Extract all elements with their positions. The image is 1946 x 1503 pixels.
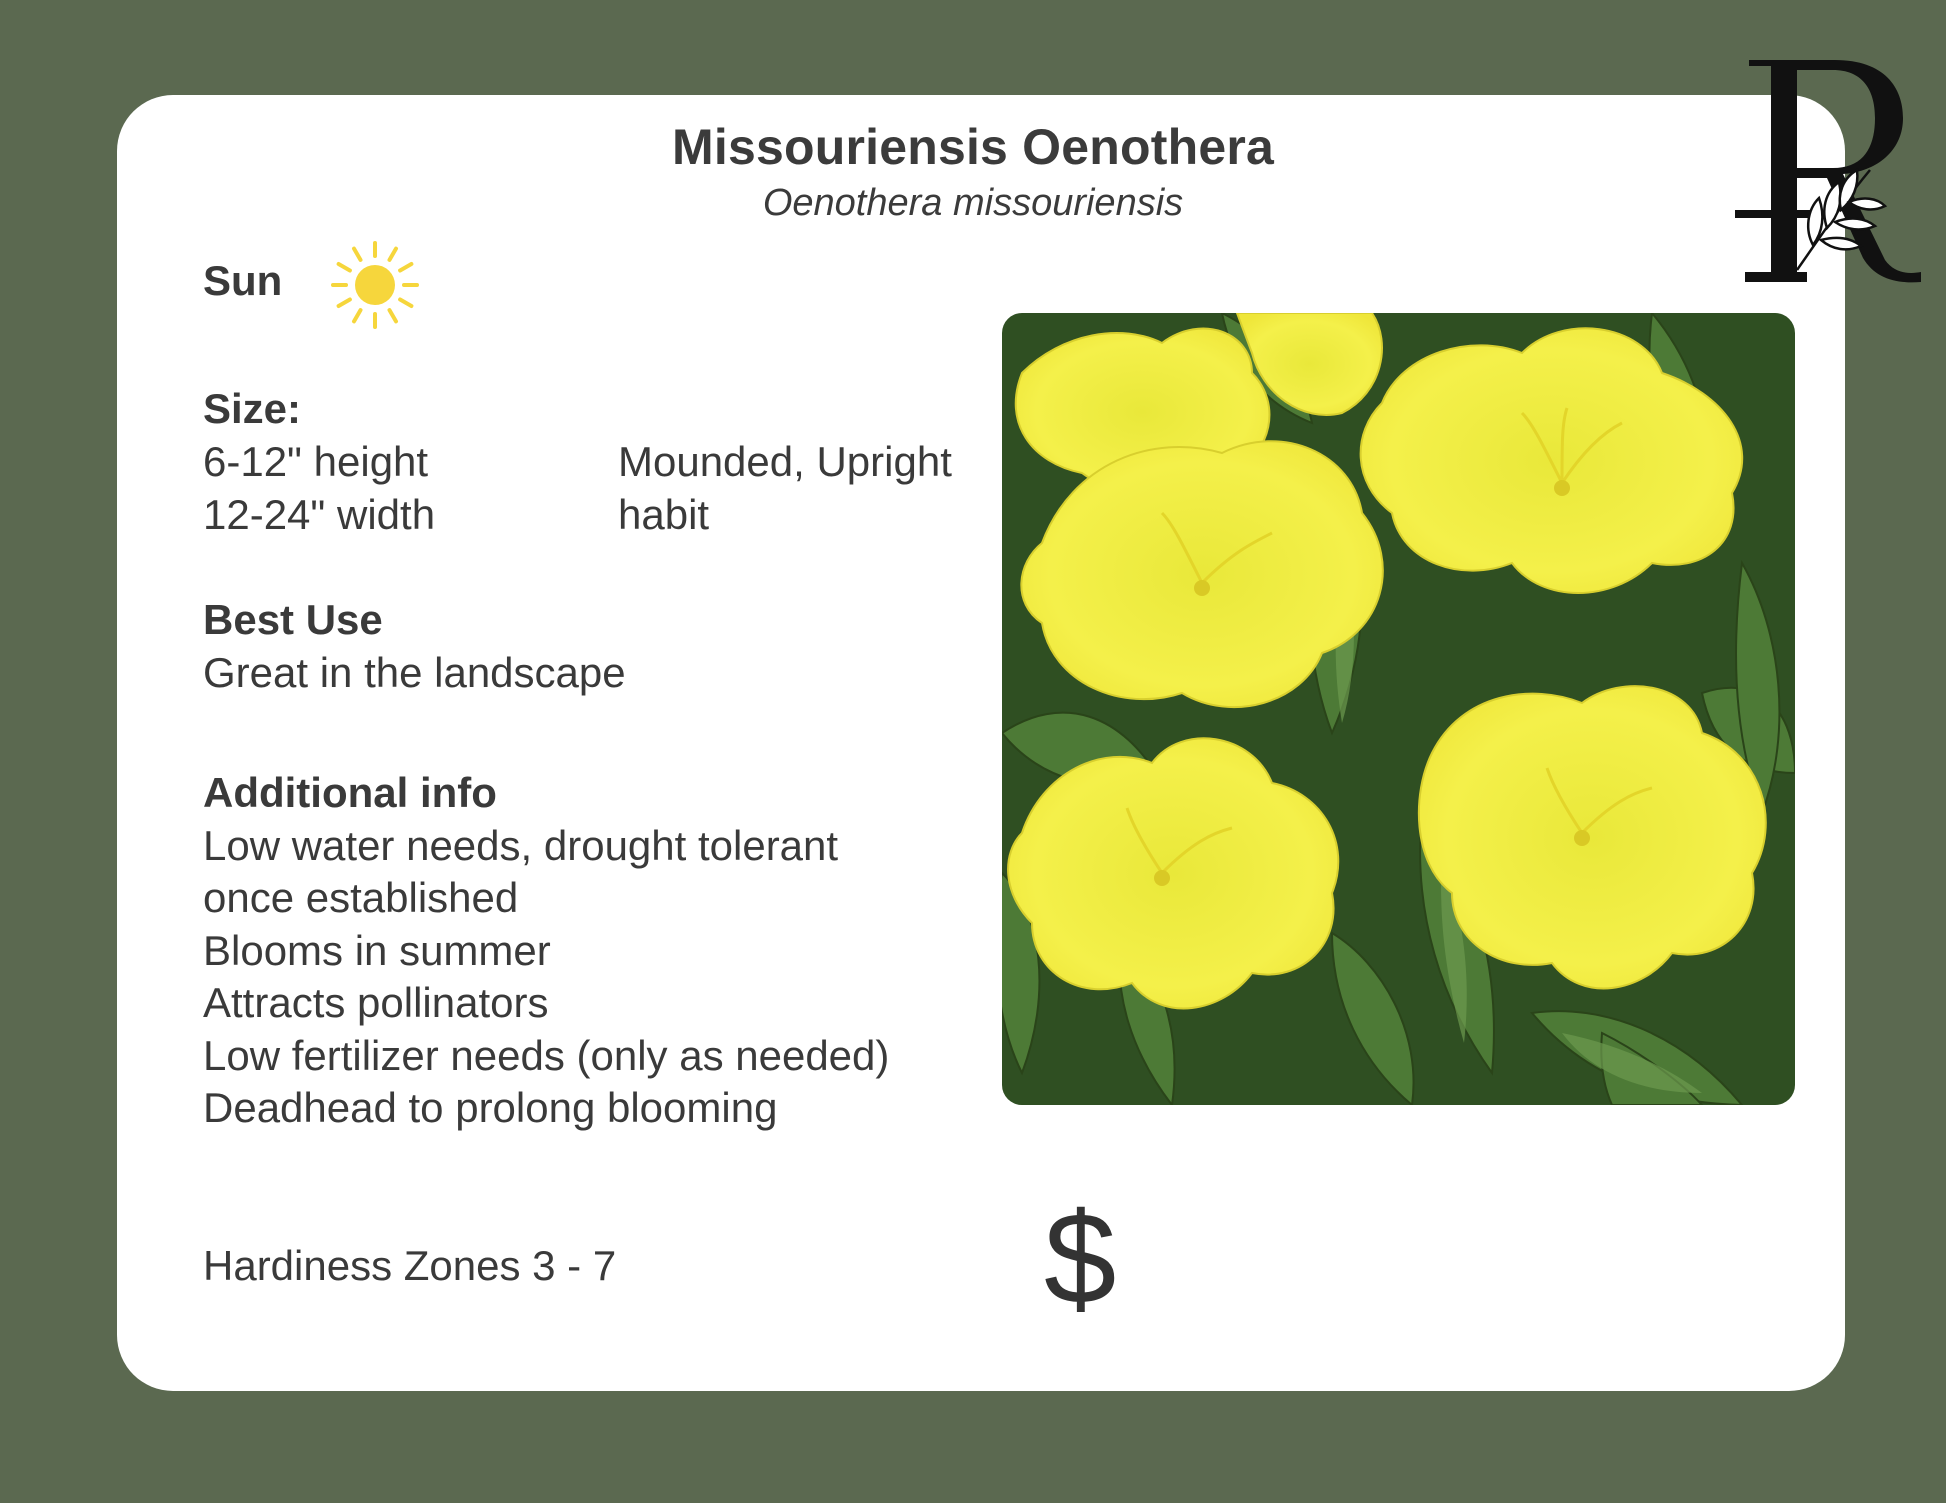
size-heading: Size: (203, 385, 302, 432)
hardiness-zones: Hardiness Zones 3 - 7 (203, 1242, 617, 1289)
plant-common-name: Missouriensis Oenothera (672, 119, 1274, 175)
plant-botanical-name: Oenothera missouriensis (762, 182, 1184, 224)
size-width: 12-24" width (203, 491, 436, 538)
sun-icon (330, 240, 420, 330)
plant-photo (1002, 313, 1795, 1105)
best-use-text: Great in the landscape (203, 649, 626, 696)
habit-line-2: habit (618, 491, 710, 538)
yellow-flowers-photo (1002, 313, 1795, 1105)
info-line: Attracts pollinators (203, 979, 549, 1026)
size-height: 6-12" height (203, 438, 429, 485)
info-line: Deadhead to prolong blooming (203, 1084, 778, 1131)
best-use-heading: Best Use (203, 596, 383, 643)
brand-logo (1735, 60, 1925, 285)
habit-line-1: Mounded, Upright (618, 438, 952, 485)
price-symbol: $ (1044, 1185, 1117, 1331)
info-line: Low fertilizer needs (only as needed) (203, 1032, 890, 1079)
info-line: Blooms in summer (203, 927, 551, 974)
additional-info-heading: Additional info (203, 769, 497, 816)
info-line: Low water needs, drought tolerant (203, 822, 839, 869)
light-label: Sun (203, 257, 283, 304)
info-line: once established (203, 874, 519, 921)
